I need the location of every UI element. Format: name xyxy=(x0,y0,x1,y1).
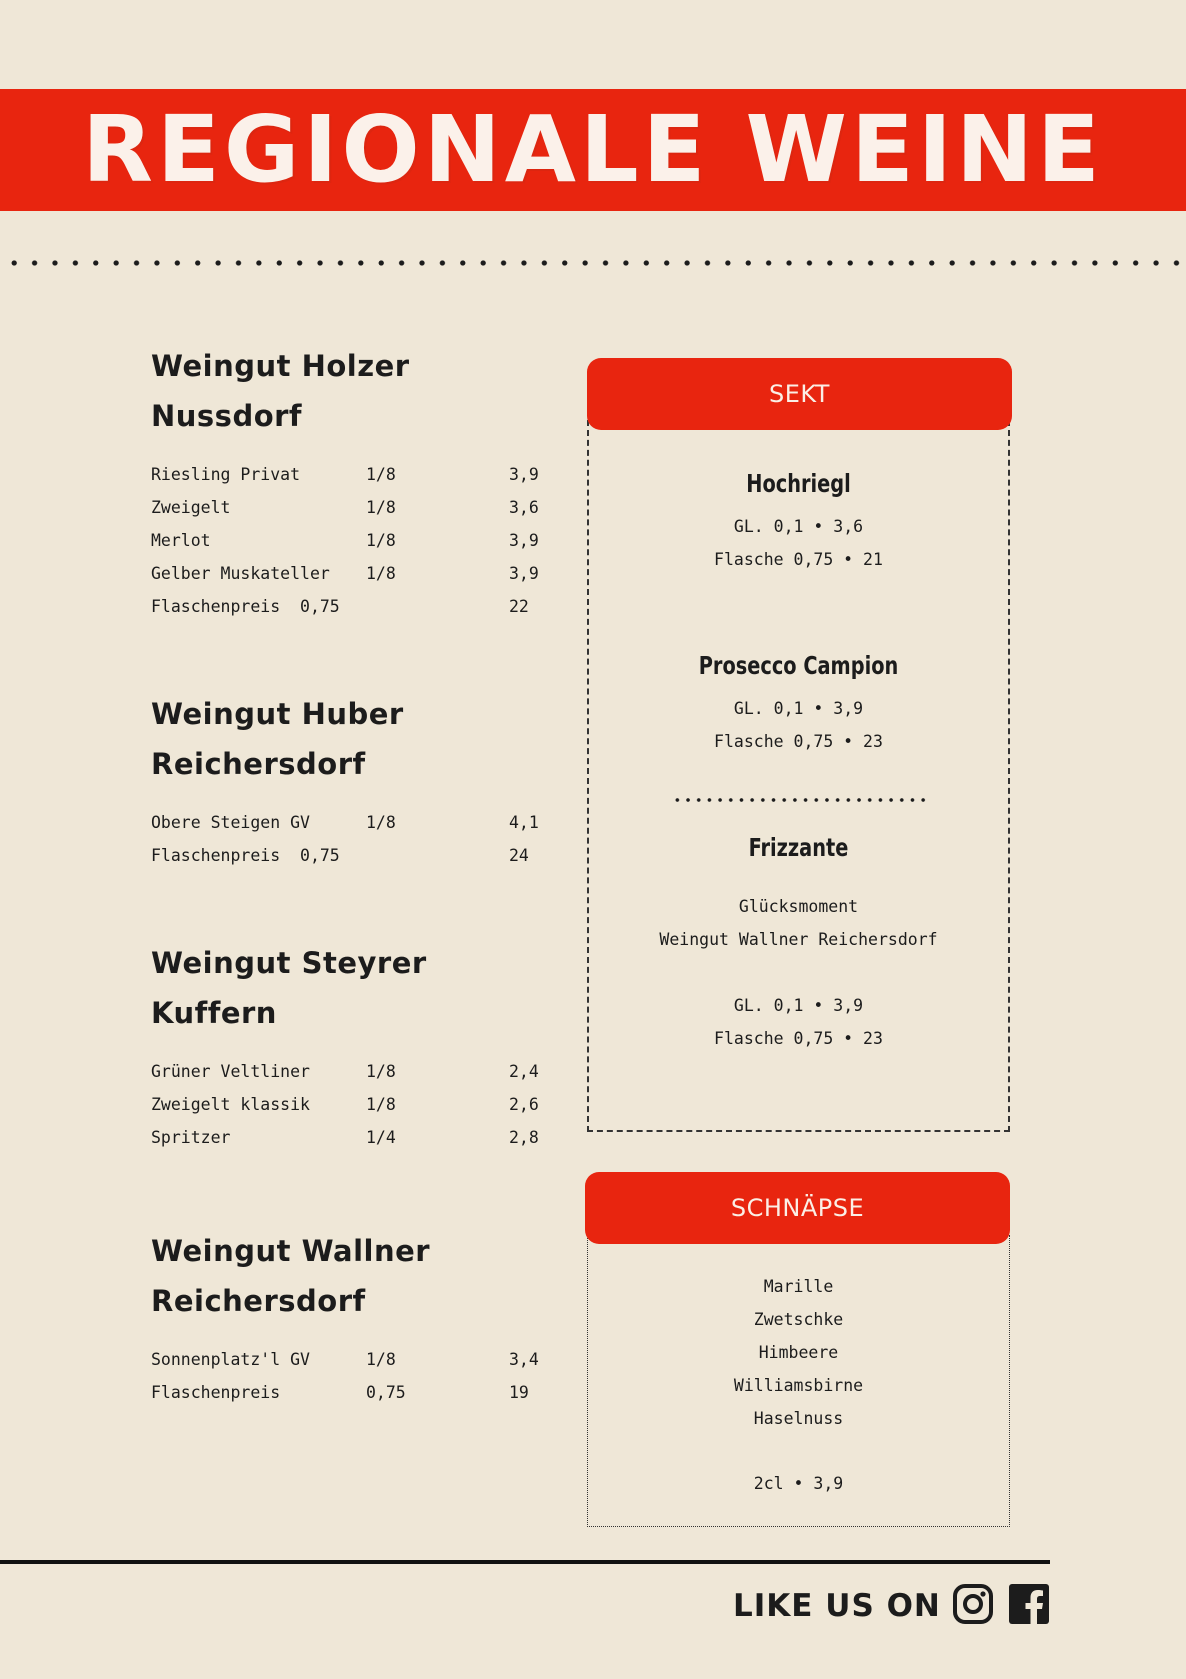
facebook-icon[interactable] xyxy=(1008,1583,1050,1625)
sekt-item-title: Frizzante xyxy=(748,833,849,862)
winery-name: Weingut Wallner Reichersdorf xyxy=(151,1234,431,1318)
list-item: Haselnuss xyxy=(753,1409,844,1428)
list-item: Marille xyxy=(763,1277,834,1296)
list-item: Himbeere xyxy=(758,1343,839,1362)
list-item: Obere Steigen GV 1/8 4,1 xyxy=(151,813,539,832)
winery-name: Weingut Holzer Nussdorf xyxy=(151,349,410,433)
list-item: Williamsbirne xyxy=(733,1376,864,1395)
sekt-heading: SEKT xyxy=(587,358,1012,430)
winery-steyrer xyxy=(151,938,551,1154)
dotted-divider xyxy=(4,259,1186,267)
title-banner xyxy=(0,89,1186,211)
winery-name: Weingut Steyrer Kuffern xyxy=(151,946,427,1030)
list-item: Flaschenpreis 0,75 22 xyxy=(151,597,529,616)
winery-wallner xyxy=(151,1226,551,1409)
list-item: Zweigelt 1/8 3,6 xyxy=(151,498,539,517)
winery-huber xyxy=(151,689,551,872)
schnaepse-price: 2cl • 3,9 xyxy=(753,1474,844,1493)
list-item: Flaschenpreis 0,75 19 xyxy=(151,1383,529,1402)
list-item: Sonnenplatz'l GV 1/8 3,4 xyxy=(151,1350,539,1369)
list-item: Spritzer 1/4 2,8 xyxy=(151,1128,539,1147)
footer-divider xyxy=(0,1560,1050,1564)
list-item: Riesling Privat 1/8 3,9 xyxy=(151,465,539,484)
schnaepse-list xyxy=(587,1270,1010,1500)
instagram-icon[interactable] xyxy=(952,1583,994,1625)
sekt-item-title: Hochriegl xyxy=(746,469,851,498)
winery-holzer xyxy=(151,341,551,623)
sekt-item-hochriegl: Hochriegl GL. 0,1 • 3,6 Flasche 0,75 • 21 xyxy=(587,467,1010,576)
page-title: REGIONALE WEINE xyxy=(82,96,1104,203)
list-item: Zwetschke xyxy=(753,1310,844,1329)
list-item: Grüner Veltliner 1/8 2,4 xyxy=(151,1062,539,1081)
winery-name: Weingut Huber Reichersdorf xyxy=(151,697,404,781)
sekt-item-frizzante: Frizzante Glücksmoment Weingut Wallner Reichersdorf GL. 0,1 • 3,9 Flasche 0,75 • 23 xyxy=(587,831,1010,1055)
dotted-divider xyxy=(672,797,930,803)
list-item: Zweigelt klassik 1/8 2,6 xyxy=(151,1095,539,1114)
list-item: Gelber Muskateller 1/8 3,9 xyxy=(151,564,539,583)
schnaepse-heading: SCHNÄPSE xyxy=(585,1172,1010,1244)
list-item: Flaschenpreis 0,75 24 xyxy=(151,846,529,865)
sekt-item-prosecco: Prosecco Campion GL. 0,1 • 3,9 Flasche 0,75 • 23 xyxy=(587,649,1010,758)
list-item: Merlot 1/8 3,9 xyxy=(151,531,539,550)
like-us-text: LIKE US ON xyxy=(733,1588,941,1624)
sekt-item-title: Prosecco Campion xyxy=(698,651,899,680)
